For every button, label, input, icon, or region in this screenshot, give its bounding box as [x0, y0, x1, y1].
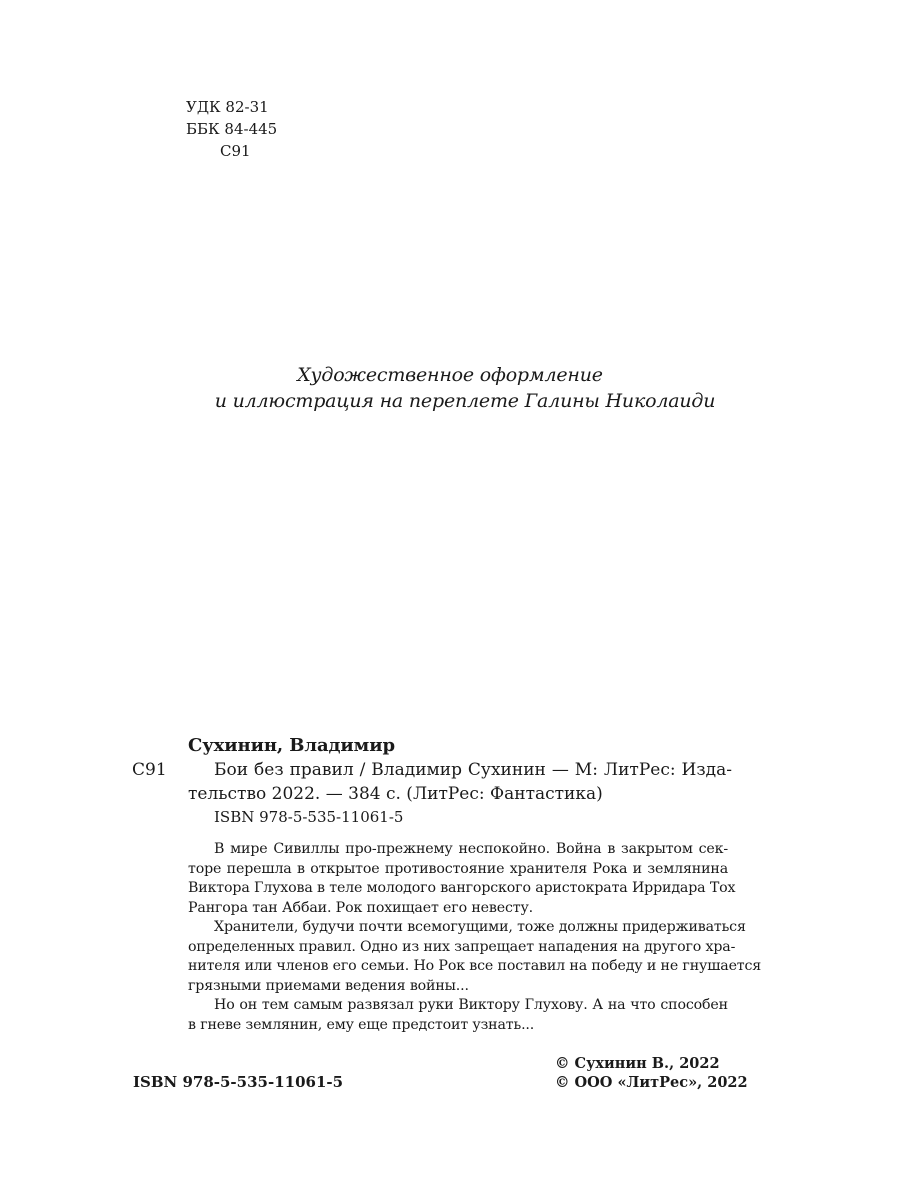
design-credit: [0, 362, 900, 414]
annotation-line: Рангора тан Аббаи. Рок похищает его невесту.: [188, 899, 534, 916]
annotation-line: определенных правил. Одно из них запрещает нападения на другого хра-: [188, 938, 736, 955]
annotation-line: Но он тем самым развязал руки Виктору Глухову. А на что способен: [214, 997, 728, 1013]
annotation-line: Хранители, будучи почти всемогущими, тоже должны придерживаться: [214, 919, 746, 935]
annotation-line: торе перешла в открытое противостояние хранителя Рока и землянина: [188, 860, 728, 877]
catalog-isbn: ISBN 978-5-535-11061-5: [214, 808, 404, 826]
copyright-block: [555, 1054, 748, 1092]
annotation-line: грязными приемами ведения войны...: [188, 977, 469, 994]
annotation-line: Виктора Глухова в теле молодого вангорского аристократа Ирридара Тох: [188, 880, 736, 896]
annotation: [188, 840, 762, 1035]
design-credit-line-2: и иллюстрация на переплете Галины Николаиди: [214, 390, 716, 412]
catalog-code: С91: [132, 760, 167, 780]
catalog-line-2: тельство 2022. — 384 с. (ЛитРес: Фантастика): [188, 784, 603, 804]
author-mark: С91: [220, 142, 251, 160]
catalog-line-1: Бои без правил / Владимир Сухинин — М: ЛитРес: Изда-: [214, 760, 732, 780]
design-credit-line-1: Художественное оформление: [297, 364, 603, 386]
annotation-line: нителя или членов его семьи. Но Рок все поставил на победу и не гнушается: [188, 958, 762, 974]
catalog-author: Сухинин, Владимир: [188, 735, 395, 756]
copyright-publisher: © ООО «ЛитРес», 2022: [555, 1074, 748, 1091]
udk-code: УДК 82-31: [186, 98, 269, 116]
copyright-author: © Сухинин В., 2022: [555, 1055, 720, 1072]
annotation-line: в гневе землянин, ему еще предстоит узнать...: [188, 1016, 535, 1033]
annotation-line: В мире Сивиллы про-прежнему неспокойно. Война в закрытом сек-: [214, 841, 728, 857]
bbk-code: ББК 84-445: [186, 120, 278, 138]
classification-block: [186, 96, 277, 162]
catalog-description: [188, 758, 732, 806]
footer-isbn: ISBN 978-5-535-11061-5: [133, 1073, 344, 1091]
